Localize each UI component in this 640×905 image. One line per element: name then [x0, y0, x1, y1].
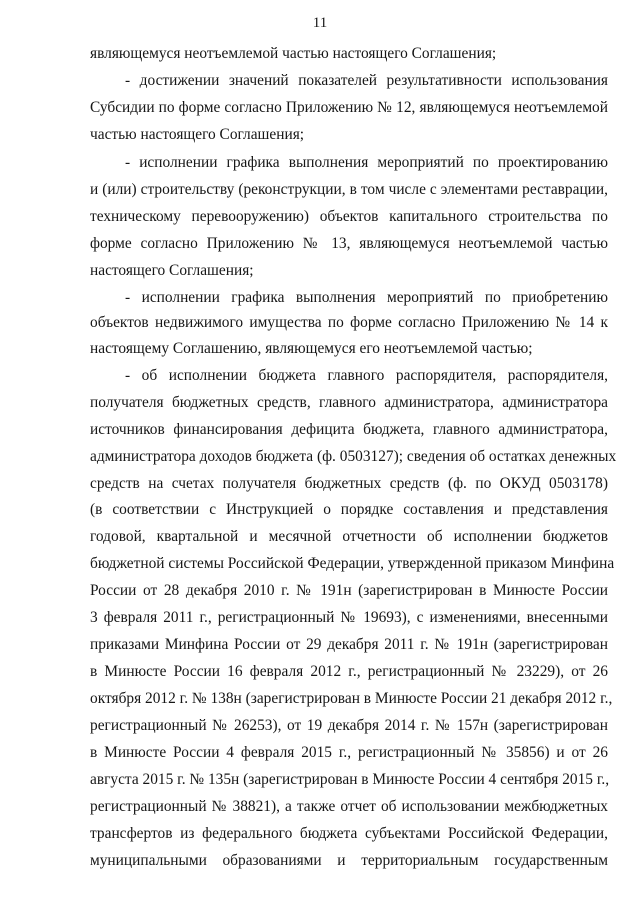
- text-line: форме согласно Приложению № 13, являющемуся неотъемлемой частью: [90, 235, 608, 252]
- text-line: в Минюсте России 4 февраля 2015 г., регистрационный № 35856) и от 26: [90, 744, 608, 761]
- text-line: годовой, квартальной и месячной отчетности об исполнении бюджетов: [90, 528, 608, 545]
- text-line: средств на счетах получателя бюджетных средств (ф. по ОКУД 0503178): [90, 475, 608, 492]
- page-number: 11: [312, 15, 328, 31]
- text-line: России от 28 декабря 2010 г. № 191н (зарегистрирован в Минюсте России: [90, 582, 608, 599]
- text-line: - достижении значений показателей результативности использования: [125, 72, 608, 89]
- text-line: муниципальными образованиями и территориальным государственным: [90, 852, 608, 869]
- text-line: техническому перевооружению) объектов капитального строительства по: [90, 208, 608, 225]
- text-line: приказами Минфина России от 29 декабря 2011 г. № 191н (зарегистрирован: [90, 636, 608, 653]
- text-line: - исполнении графика выполнения мероприятий по проектированию: [125, 154, 608, 171]
- text-line: регистрационный № 38821), а также отчет об использовании межбюджетных: [90, 798, 608, 815]
- text-line: настоящему Соглашению, являющемуся его неотъемлемой частью;: [90, 340, 533, 357]
- text-line: настоящего Соглашения;: [90, 262, 254, 279]
- text-line: октября 2012 г. № 138н (зарегистрирован в Минюсте России 21 декабря 2012 г.,: [90, 690, 613, 707]
- text-line: бюджетной системы Российской Федерации, утвержденной приказом Минфина: [90, 555, 615, 572]
- text-line: источников финансирования дефицита бюджета, главного администратора,: [90, 421, 608, 438]
- text-line: - об исполнении бюджета главного распорядителя, распорядителя,: [125, 367, 608, 384]
- text-line: 3 февраля 2011 г., регистрационный № 19693), с изменениями, внесенными: [90, 609, 608, 626]
- text-line: получателя бюджетных средств, главного администратора, администратора: [90, 394, 608, 411]
- text-line: являющемуся неотъемлемой частью настоящего Соглашения;: [90, 45, 497, 62]
- text-line: в Минюсте России 16 февраля 2012 г., регистрационный № 23229), от 26: [90, 663, 608, 680]
- text-line: объектов недвижимого имущества по форме согласно Приложению № 14 к: [90, 314, 608, 331]
- text-line: августа 2015 г. № 135н (зарегистрирован в Минюсте России 4 сентября 2015 г.,: [90, 771, 610, 788]
- text-line: и (или) строительству (реконструкции, в том числе с элементами реставрации,: [90, 181, 608, 198]
- text-line: трансфертов из федерального бюджета субъектами Российской Федерации,: [90, 825, 608, 842]
- text-line: (в соответствии с Инструкцией о порядке составления и представления: [90, 501, 608, 518]
- text-line: частью настоящего Соглашения;: [90, 126, 305, 143]
- text-line: администратора доходов бюджета (ф. 0503127); сведения об остатках денежных: [90, 448, 617, 465]
- text-line: Субсидии по форме согласно Приложению № 12, являющемуся неотъемлемой: [90, 99, 608, 116]
- text-line: - исполнении графика выполнения мероприятий по приобретению: [125, 289, 608, 306]
- text-line: регистрационный № 26253), от 19 декабря 2014 г. № 157н (зарегистрирован: [90, 717, 608, 734]
